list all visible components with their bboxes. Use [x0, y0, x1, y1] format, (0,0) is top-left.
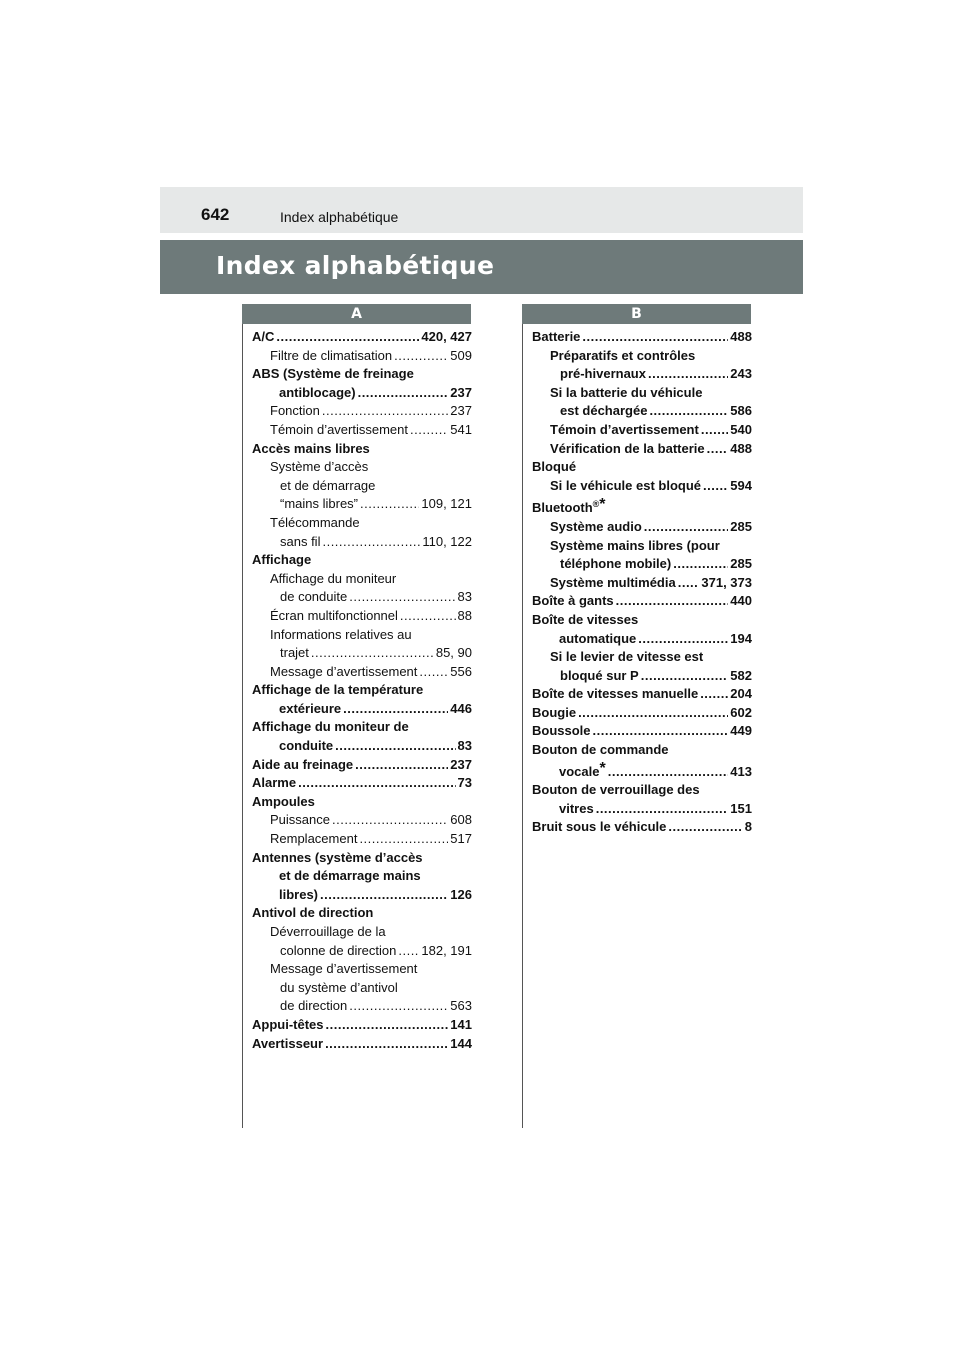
entry-text — [280, 980, 398, 995]
entry-label: Affichage de la température — [252, 682, 424, 698]
registered-mark: ® — [592, 499, 600, 510]
entry-text — [532, 742, 669, 757]
entry-label: colonne de direction — [280, 942, 397, 958]
entry-label: du système d’antivol — [280, 979, 398, 995]
entry-text — [270, 459, 368, 474]
entry-label: Message d’avertissement — [270, 663, 418, 679]
page-reference: 237 — [450, 756, 472, 772]
page-reference: 83 — [457, 589, 472, 605]
entry-text — [270, 347, 392, 366]
index-subentry — [252, 384, 472, 403]
entry-text — [560, 667, 639, 686]
asterisk-mark: * — [599, 496, 606, 514]
entry-text — [280, 533, 320, 552]
entry-text — [270, 607, 398, 626]
entry-label: Bouton de verrouillage des — [532, 782, 700, 798]
index-subentry — [532, 574, 752, 593]
index-subentry — [532, 630, 752, 649]
dot-leader — [673, 555, 728, 574]
entry-label: de direction — [280, 998, 348, 1014]
index-subentry — [532, 760, 752, 782]
entry-text — [559, 800, 594, 819]
entry-text — [252, 328, 274, 347]
page-reference: 413 — [730, 763, 752, 779]
entry-label: Système d’accès — [270, 459, 369, 475]
dot-leader — [596, 800, 729, 819]
entry-text — [532, 459, 576, 474]
index-subentry — [532, 800, 752, 819]
entry-label: et de démarrage — [280, 477, 376, 493]
index-column-b — [532, 328, 752, 837]
index-subentry — [532, 537, 752, 556]
entry-label: vitres — [559, 800, 594, 816]
index-subentry — [252, 830, 472, 849]
entry-text — [270, 421, 408, 440]
entry-text — [279, 868, 421, 883]
dot-leader — [326, 1016, 449, 1035]
entry-text — [550, 574, 676, 593]
page-reference: 420, 427 — [421, 329, 472, 344]
entry-text — [252, 905, 373, 920]
entry-label: Télécommande — [270, 514, 360, 530]
page-reference: 109, 121 — [421, 496, 472, 512]
page-reference: 285 — [730, 556, 752, 572]
dot-leader — [608, 763, 729, 782]
index-entry — [532, 685, 752, 704]
page-reference: 151 — [730, 800, 752, 816]
dot-leader — [644, 518, 729, 537]
entry-label: vocale — [559, 763, 600, 779]
entry-label: Boîte de vitesses manuelle — [532, 686, 699, 702]
index-entry — [532, 741, 752, 760]
entry-text — [252, 774, 296, 793]
entry-text — [532, 496, 606, 516]
index-entry — [532, 328, 752, 347]
entry-text — [532, 818, 666, 837]
page-reference: 586 — [730, 403, 752, 419]
index-subentry — [252, 979, 472, 998]
index-subentry — [252, 402, 472, 421]
entry-text — [279, 737, 333, 756]
dot-leader — [394, 347, 448, 366]
letter-header-b: B — [522, 304, 751, 324]
page-reference: 608 — [450, 812, 472, 828]
letter-header-a: A — [242, 304, 471, 324]
entry-text — [270, 402, 320, 421]
entry-text — [532, 685, 698, 704]
entry-label: Si le véhicule est bloqué — [550, 477, 701, 493]
index-entry — [252, 904, 472, 923]
index-entry — [252, 440, 472, 459]
entry-label: Remplacement — [270, 831, 358, 847]
entry-label: pré-hivernaux — [560, 366, 646, 382]
page-reference: 237 — [450, 384, 472, 400]
entry-text — [270, 924, 386, 939]
index-subentry — [252, 997, 472, 1016]
dot-leader — [322, 402, 448, 421]
index-subentry — [252, 737, 472, 756]
entry-text — [279, 886, 318, 905]
title-band — [160, 240, 803, 294]
index-subentry — [532, 667, 752, 686]
entry-text — [252, 1035, 323, 1054]
entry-label: Affichage — [252, 552, 312, 568]
entry-text — [550, 477, 701, 496]
entry-text — [252, 552, 311, 567]
index-entry — [252, 1035, 472, 1054]
index-subentry — [532, 347, 752, 366]
page-reference: 285 — [730, 518, 752, 534]
entry-label: téléphone mobile) — [560, 556, 672, 572]
entry-label: Bruit sous le véhicule — [532, 819, 667, 835]
dot-leader — [332, 811, 448, 830]
entry-text — [252, 441, 370, 456]
dot-leader — [400, 607, 456, 626]
entry-label: de conduite — [280, 589, 348, 605]
dot-leader — [578, 704, 728, 723]
page-reference: 449 — [730, 723, 752, 739]
index-subentry — [252, 644, 472, 663]
index-entry — [252, 793, 472, 812]
dot-leader — [419, 663, 448, 682]
page-reference: 488 — [730, 329, 752, 344]
index-entry — [532, 611, 752, 630]
page-reference: 126 — [450, 886, 472, 902]
page-reference: 440 — [730, 593, 752, 609]
index-subentry — [532, 477, 752, 496]
dot-leader — [359, 830, 448, 849]
entry-label: et de démarrage mains — [279, 868, 421, 884]
entry-text — [560, 402, 647, 421]
entry-label: Système multimédia — [550, 574, 676, 590]
index-subentry — [252, 347, 472, 366]
entry-label: Antennes (système d’accès — [252, 849, 423, 865]
entry-label: Affichage du moniteur de — [252, 719, 409, 735]
column-divider-b — [522, 324, 523, 1128]
entry-text — [532, 704, 576, 723]
entry-label: Batterie — [532, 329, 581, 344]
page-reference: 488 — [730, 440, 752, 456]
entry-text — [252, 1016, 324, 1035]
dot-leader — [648, 365, 728, 384]
entry-text — [270, 571, 396, 586]
dot-leader — [322, 533, 420, 552]
entry-text — [270, 515, 360, 530]
dot-leader — [701, 421, 728, 440]
index-subentry — [532, 648, 752, 667]
entry-text — [252, 794, 315, 809]
dot-leader — [311, 644, 434, 663]
dot-leader — [641, 667, 729, 686]
index-subentry — [252, 514, 472, 533]
index-subentry — [532, 555, 752, 574]
index-entry — [252, 328, 472, 347]
index-entry — [532, 495, 752, 518]
page-reference: 204 — [730, 686, 752, 702]
index-subentry — [252, 700, 472, 719]
page-number: 642 — [201, 205, 230, 224]
entry-text — [280, 644, 309, 663]
index-subentry — [252, 626, 472, 645]
page-reference: 563 — [450, 998, 472, 1014]
entry-label: Vérification de la batterie — [550, 440, 705, 456]
entry-text — [252, 756, 353, 775]
dot-leader — [325, 1035, 448, 1054]
header-bar — [160, 187, 803, 233]
index-column-a — [252, 328, 472, 1053]
dot-leader — [349, 588, 455, 607]
entry-label: Système audio — [550, 518, 642, 534]
index-subentry — [532, 384, 752, 403]
dot-leader — [410, 421, 448, 440]
dot-leader — [707, 440, 729, 459]
page-reference: 110, 122 — [422, 533, 472, 549]
entry-text — [550, 348, 695, 363]
entry-label: Message d’avertissement — [270, 961, 418, 977]
entry-label: “mains libres” — [280, 496, 359, 512]
entry-label: Filtre de climatisation — [270, 347, 393, 363]
index-subentry — [252, 570, 472, 589]
dot-leader — [582, 328, 728, 347]
index-entry — [252, 849, 472, 868]
entry-text — [532, 722, 591, 741]
page-reference: 237 — [450, 403, 472, 419]
index-entry — [252, 756, 472, 775]
page-reference: 182, 191 — [421, 942, 472, 958]
dot-leader — [276, 328, 419, 347]
dot-leader — [355, 756, 448, 775]
dot-leader — [649, 402, 728, 421]
entry-label: Système mains libres (pour — [550, 537, 720, 553]
index-subentry — [252, 495, 472, 514]
entry-text — [560, 555, 671, 574]
entry-text — [270, 830, 357, 849]
index-entry — [532, 818, 752, 837]
index-subentry — [252, 923, 472, 942]
index-entry — [532, 781, 752, 800]
header-section-title: Index alphabétique — [280, 209, 399, 225]
entry-text — [280, 495, 358, 514]
index-subentry — [532, 518, 752, 537]
entry-label: Boussole — [532, 723, 591, 739]
entry-label: Puissance — [270, 812, 330, 828]
entry-label: Fonction — [270, 403, 320, 419]
entry-label: conduite — [279, 738, 334, 754]
dot-leader — [335, 737, 455, 756]
entry-text — [559, 760, 606, 782]
page-reference: 446 — [450, 700, 472, 716]
page-reference: 371, 373 — [701, 574, 752, 590]
index-subentry — [252, 960, 472, 979]
entry-label: Aide au freinage — [252, 756, 354, 772]
index-subentry — [532, 402, 752, 421]
page-reference: 141 — [450, 1016, 472, 1032]
index-subentry — [252, 886, 472, 905]
index-entry — [252, 681, 472, 700]
entry-label: trajet — [280, 645, 309, 661]
dot-leader — [638, 630, 728, 649]
index-entry — [532, 722, 752, 741]
dot-leader — [678, 574, 700, 593]
entry-label: extérieure — [279, 700, 342, 716]
page-title: Index alphabétique — [216, 251, 495, 280]
page-reference: 194 — [730, 630, 752, 646]
entry-label: Déverrouillage de la — [270, 924, 386, 939]
entry-label: Bouton de commande — [532, 742, 669, 758]
column-divider-a — [242, 324, 243, 1128]
page-reference: 83 — [457, 738, 472, 754]
page-reference: 582 — [730, 667, 752, 683]
entry-text — [559, 630, 636, 649]
dot-leader — [703, 477, 728, 496]
entry-text — [270, 663, 417, 682]
dot-leader — [616, 592, 729, 611]
entry-text — [252, 366, 414, 381]
index-entry — [252, 1016, 472, 1035]
entry-label: Si la batterie du véhicule — [550, 384, 703, 400]
page-reference: 509 — [450, 347, 472, 363]
index-entry — [252, 718, 472, 737]
entry-label: A/C — [252, 329, 275, 344]
entry-text — [550, 518, 642, 537]
entry-label: antiblocage) — [279, 384, 356, 400]
entry-label: est déchargée — [560, 403, 648, 419]
entry-text — [550, 538, 720, 553]
entry-label: ABS (Système de freinage — [252, 366, 414, 382]
dot-leader — [360, 495, 419, 514]
page-reference: 556 — [450, 663, 472, 679]
entry-text — [279, 384, 356, 403]
page-reference: 602 — [730, 704, 752, 720]
dot-leader — [298, 774, 455, 793]
entry-label: Ampoules — [252, 793, 315, 809]
entry-text — [550, 649, 703, 664]
entry-label: Accès mains libres — [252, 440, 370, 456]
entry-text — [279, 700, 341, 719]
entry-label: Bougie — [532, 704, 577, 720]
index-entry — [252, 551, 472, 570]
entry-text — [270, 627, 412, 642]
entry-label: sans fil — [280, 533, 321, 549]
dot-leader — [700, 685, 728, 704]
index-subentry — [252, 867, 472, 886]
index-subentry — [252, 607, 472, 626]
dot-leader — [593, 722, 729, 741]
entry-label: Bloqué — [532, 459, 577, 475]
entry-text — [532, 328, 580, 347]
entry-label: Si le levier de vitesse est — [550, 649, 704, 665]
entry-label: Témoin d’avertissement — [270, 421, 408, 437]
dot-leader — [398, 942, 419, 961]
entry-label: Boîte à gants — [532, 593, 614, 609]
index-entry — [532, 458, 752, 477]
entry-label: bloqué sur P — [560, 667, 639, 683]
index-subentry — [532, 440, 752, 459]
dot-leader — [343, 700, 448, 719]
entry-text — [532, 612, 638, 627]
entry-text — [550, 421, 699, 440]
entry-label: Antivol de direction — [252, 905, 374, 921]
entry-text — [280, 997, 347, 1016]
asterisk-mark: * — [599, 759, 606, 777]
page-reference: 517 — [450, 831, 472, 847]
entry-label: Affichage du moniteur — [270, 570, 397, 586]
index-subentry — [532, 421, 752, 440]
index-subentry — [252, 533, 472, 552]
index-subentry — [252, 942, 472, 961]
index-entry — [252, 774, 472, 793]
index-subentry — [532, 365, 752, 384]
entry-label: Informations relatives au — [270, 626, 412, 642]
dot-leader — [358, 384, 449, 403]
page-reference: 594 — [730, 477, 752, 493]
page-reference: 73 — [457, 775, 472, 791]
index-subentry — [252, 811, 472, 830]
entry-text — [550, 385, 702, 400]
page-reference: 243 — [730, 366, 752, 382]
entry-text — [280, 942, 396, 961]
entry-label: Alarme — [252, 775, 297, 791]
entry-text — [280, 588, 347, 607]
entry-label: Préparatifs et contrôles — [550, 347, 696, 363]
entry-label: Boîte de vitesses — [532, 611, 639, 627]
page-reference: 85, 90 — [435, 645, 472, 661]
index-entry — [252, 365, 472, 384]
entry-label: Écran multifonctionnel — [270, 607, 398, 623]
page-reference: 540 — [730, 421, 752, 437]
entry-label: Avertisseur — [252, 1035, 324, 1051]
entry-text — [560, 365, 646, 384]
index-subentry — [252, 588, 472, 607]
index-subentry — [252, 458, 472, 477]
entry-label: libres) — [279, 886, 319, 902]
entry-text — [280, 478, 375, 493]
entry-text — [252, 682, 423, 697]
page-reference: 541 — [450, 421, 472, 437]
dot-leader — [349, 997, 448, 1016]
entry-label: Bluetooth — [532, 500, 593, 516]
page-reference: 8 — [744, 819, 752, 835]
entry-text — [270, 811, 330, 830]
entry-text — [550, 440, 705, 459]
index-subentry — [252, 663, 472, 682]
entry-text — [252, 719, 409, 734]
entry-text — [270, 961, 417, 976]
index-subentry — [252, 421, 472, 440]
entry-label: Appui-têtes — [252, 1016, 324, 1032]
dot-leader — [668, 818, 742, 837]
page-reference: 144 — [450, 1035, 472, 1051]
entry-label: Témoin d’avertissement — [550, 421, 699, 437]
page-reference: 88 — [457, 607, 472, 623]
entry-text — [532, 592, 614, 611]
index-entry — [532, 704, 752, 723]
index-subentry — [252, 477, 472, 496]
index-entry — [532, 592, 752, 611]
dot-leader — [320, 886, 448, 905]
entry-text — [252, 850, 423, 865]
entry-label: automatique — [559, 630, 637, 646]
entry-text — [532, 782, 700, 797]
